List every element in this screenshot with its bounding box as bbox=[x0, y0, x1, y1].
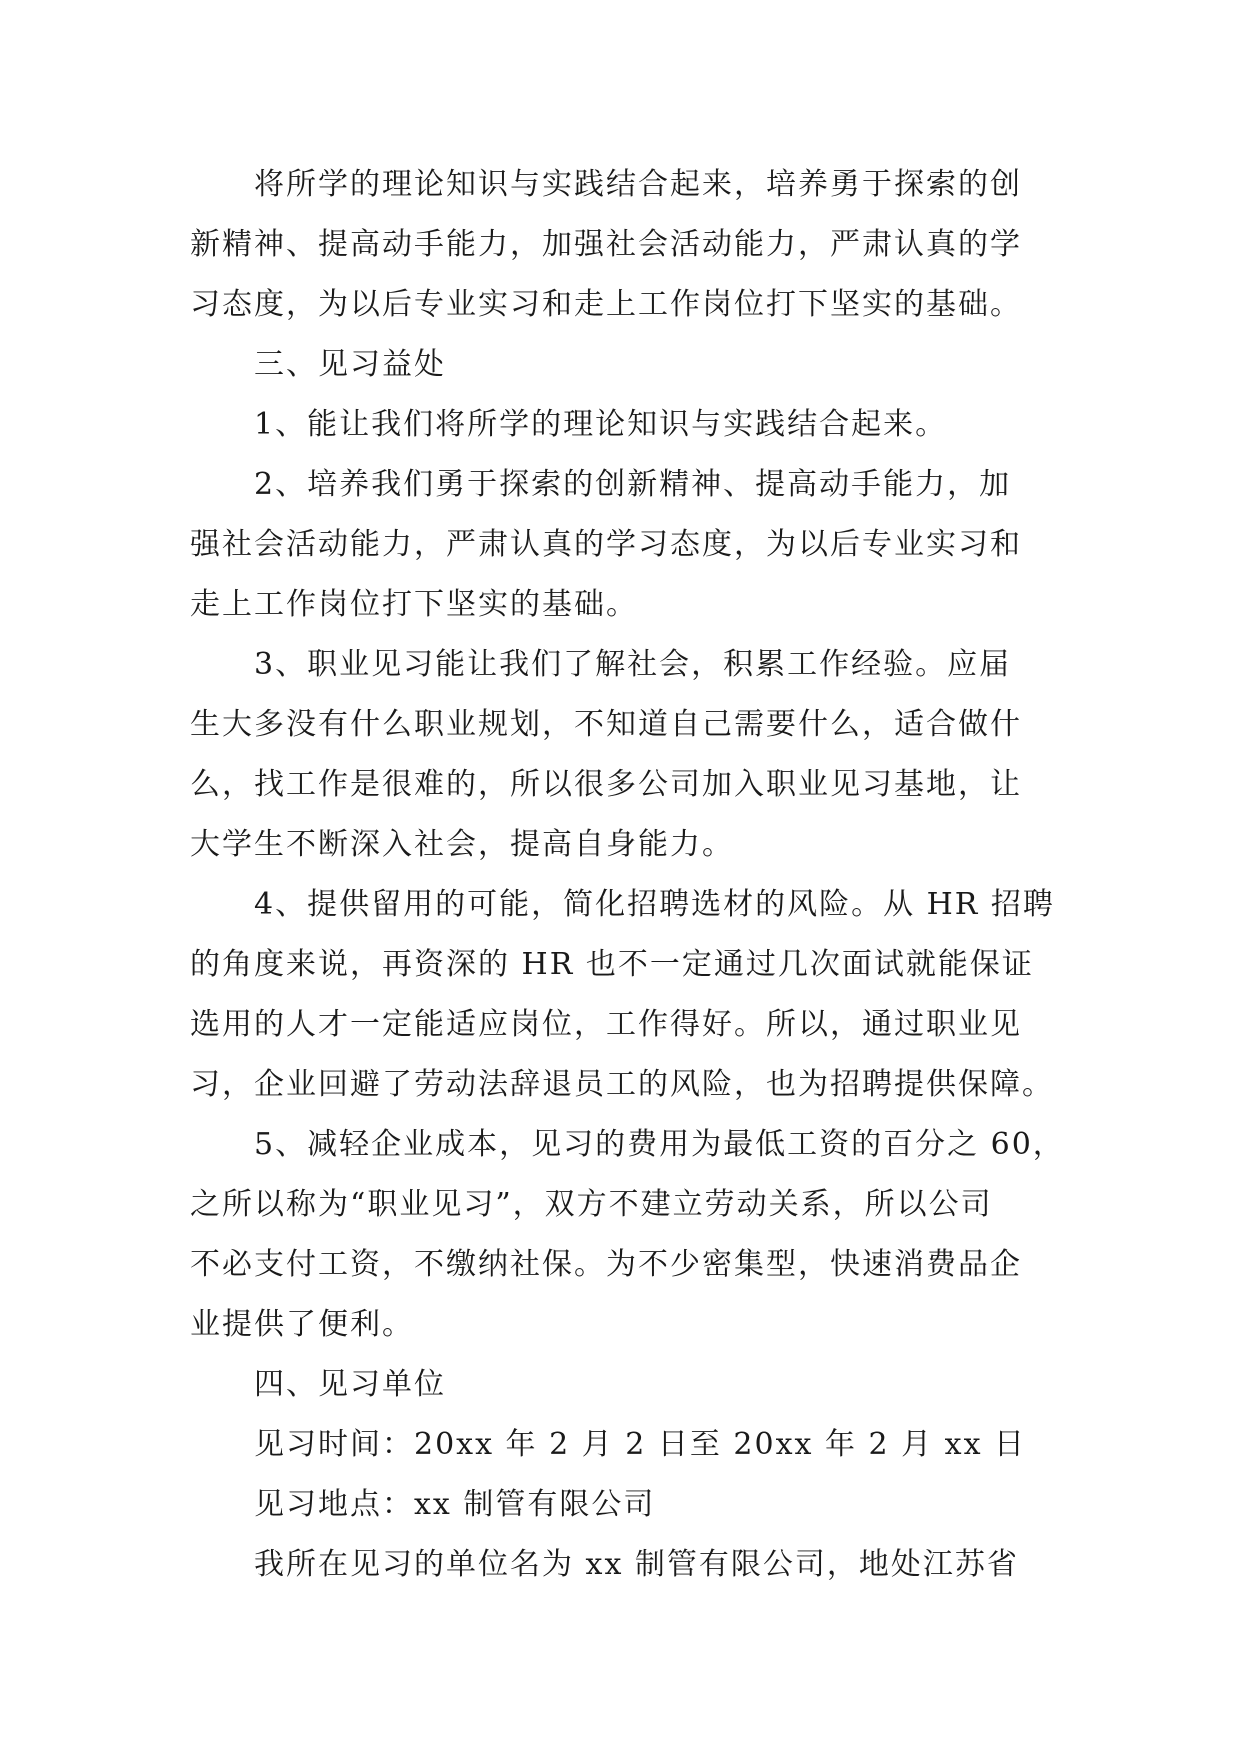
paragraph-line: 大学生不断深入社会，提高自身能力。 bbox=[190, 827, 734, 862]
list-item: 4、提供留用的可能，简化招聘选材的风险。从 HR 招聘 bbox=[254, 887, 1055, 922]
paragraph-line: 之所以称为“职业见习”，双方不建立劳动关系，所以公司 bbox=[190, 1187, 993, 1222]
section-heading: 三、见习益处 bbox=[254, 347, 446, 382]
list-item: 1、能让我们将所学的理论知识与实践结合起来。 bbox=[254, 407, 948, 442]
paragraph-line: 我所在见习的单位名为 xx 制管有限公司，地处江苏省 bbox=[254, 1547, 1019, 1582]
internship-time: 见习时间：20xx 年 2 月 2 日至 20xx 年 2 月 xx 日 bbox=[254, 1427, 1027, 1462]
paragraph-line: 走上工作岗位打下坚实的基础。 bbox=[190, 587, 638, 622]
internship-location: 见习地点：xx 制管有限公司 bbox=[254, 1487, 656, 1522]
paragraph-line: 习，企业回避了劳动法辞退员工的风险，也为招聘提供保障。 bbox=[190, 1067, 1054, 1102]
section-heading: 四、见习单位 bbox=[254, 1367, 446, 1402]
paragraph-line: 的角度来说，再资深的 HR 也不一定通过几次面试就能保证 bbox=[190, 947, 1034, 982]
paragraph-line: 将所学的理论知识与实践结合起来，培养勇于探索的创 bbox=[254, 167, 1022, 202]
list-item: 3、职业见习能让我们了解社会，积累工作经验。应届 bbox=[254, 647, 1012, 682]
paragraph-line: 不必支付工资，不缴纳社保。为不少密集型，快速消费品企 bbox=[190, 1247, 1022, 1282]
paragraph-line: 么，找工作是很难的，所以很多公司加入职业见习基地，让 bbox=[190, 767, 1022, 802]
list-item: 2、培养我们勇于探索的创新精神、提高动手能力，加 bbox=[254, 467, 1012, 502]
paragraph-line: 习态度，为以后专业实习和走上工作岗位打下坚实的基础。 bbox=[190, 287, 1022, 322]
paragraph-line: 强社会活动能力，严肃认真的学习态度，为以后专业实习和 bbox=[190, 527, 1022, 562]
paragraph-line: 业提供了便利。 bbox=[190, 1307, 414, 1342]
paragraph-line: 新精神、提高动手能力，加强社会活动能力，严肃认真的学 bbox=[190, 227, 1022, 262]
paragraph-line: 选用的人才一定能适应岗位，工作得好。所以，通过职业见 bbox=[190, 1007, 1022, 1042]
list-item: 5、减轻企业成本，见习的费用为最低工资的百分之 60， bbox=[254, 1127, 1065, 1162]
paragraph-line: 生大多没有什么职业规划，不知道自己需要什么，适合做什 bbox=[190, 707, 1022, 742]
document-body bbox=[190, 155, 1065, 1595]
